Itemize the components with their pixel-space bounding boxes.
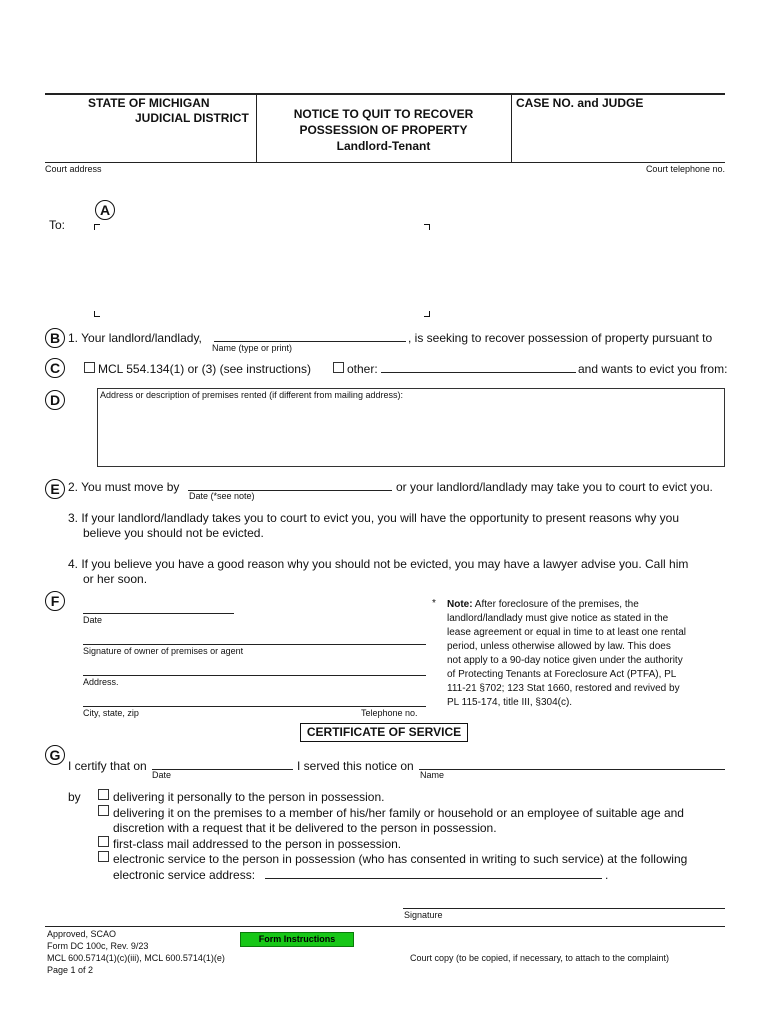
note-line: lease agreement or equal in time to at least one rental bbox=[447, 627, 687, 638]
recipient-corner-bl bbox=[94, 311, 100, 317]
item2-suffix: or your landlord/landlady may take you to court to evict you. bbox=[396, 480, 713, 494]
header-bottom-rule bbox=[45, 162, 725, 163]
form-title-line2: POSSESSION OF PROPERTY bbox=[299, 123, 468, 137]
premises-delivery-label-line1: delivering it on the premises to a member of his/her family or household or an employee of suitable age and bbox=[113, 806, 684, 820]
marker-c: C bbox=[45, 358, 65, 378]
marker-b: B bbox=[45, 328, 65, 348]
item1-suffix: , is seeking to recover possession of property pursuant to bbox=[408, 331, 713, 345]
first-class-mail-checkbox[interactable] bbox=[98, 836, 109, 847]
premises-address-label: Address or description of premises rented (if different from mailing address): bbox=[100, 390, 403, 400]
first-class-mail-label: first-class mail addressed to the person in possession. bbox=[113, 837, 402, 851]
mcl-554-label: MCL 554.134(1) or (3) (see instructions) bbox=[98, 362, 311, 376]
item3-line1: 3. If your landlord/landlady takes you to court to evict you, you will have the opportunity to present reasons why you bbox=[68, 511, 680, 525]
recipient-corner-tr bbox=[424, 224, 430, 230]
note-line: PL 115-174, title III, §304(c). bbox=[447, 697, 573, 708]
move-by-date-hint: Date (*see note) bbox=[189, 491, 255, 501]
marker-d: D bbox=[45, 390, 65, 410]
owner-city-label: City, state, zip bbox=[83, 708, 139, 718]
item2-prefix: 2. You must move by bbox=[68, 480, 180, 494]
certificate-title: CERTIFICATE OF SERVICE bbox=[300, 723, 468, 742]
item3-line2: believe you should not be evicted. bbox=[83, 526, 264, 540]
notice-date-field[interactable] bbox=[83, 613, 234, 614]
electronic-service-checkbox[interactable] bbox=[98, 851, 109, 862]
service-date-hint: Date bbox=[152, 770, 172, 780]
other-label: other: bbox=[347, 362, 378, 376]
other-checkbox[interactable] bbox=[333, 362, 344, 373]
header-divider-right bbox=[511, 94, 512, 163]
note-line: of Protecting Tenants at Foreclosure Act (PTFA), PL bbox=[447, 669, 677, 680]
marker-a: A bbox=[95, 200, 115, 220]
note-asterisk: * bbox=[432, 598, 436, 609]
court-phone-label: Court telephone no. bbox=[645, 164, 725, 174]
marker-e: E bbox=[45, 479, 65, 499]
note-line: landlord/landlady must give notice as stated in the bbox=[447, 613, 669, 624]
note-line: period, unless otherwise allowed by law. This does bbox=[447, 641, 671, 652]
server-signature-label: Signature bbox=[404, 910, 443, 920]
server-signature-field[interactable] bbox=[403, 908, 725, 909]
page-number-label: Page 1 of 2 bbox=[47, 965, 94, 975]
form-instructions-button[interactable]: Form Instructions bbox=[240, 932, 354, 947]
item4-line2: or her soon. bbox=[83, 572, 148, 586]
court-address-label: Court address bbox=[45, 164, 102, 174]
mcl-citation-label: MCL 600.5714(1)(c)(iii), MCL 600.5714(1)(e) bbox=[47, 953, 225, 963]
footer-rule bbox=[45, 926, 725, 927]
marker-f: F bbox=[45, 591, 65, 611]
case-number-label: CASE NO. and JUDGE bbox=[516, 96, 644, 110]
item1-prefix: 1. Your landlord/landlady, bbox=[68, 331, 202, 345]
owner-address-label: Address. bbox=[83, 677, 119, 687]
note-line: not apply to a 90-day notice given under the authority bbox=[447, 655, 683, 666]
district-label: JUDICIAL DISTRICT bbox=[135, 111, 249, 125]
evict-from-label: and wants to evict you from: bbox=[578, 362, 728, 376]
served-name-hint: Name bbox=[420, 770, 445, 780]
note-line: After foreclosure of the premises, the bbox=[474, 599, 639, 610]
owner-signature-label: Signature of owner of premises or agent bbox=[83, 646, 244, 656]
recipient-corner-br bbox=[424, 311, 430, 317]
service-date-field[interactable] bbox=[152, 769, 293, 770]
note-line: 111-21 §702; 123 Stat 1660, restored and revived by bbox=[447, 683, 680, 694]
approved-label: Approved, SCAO bbox=[47, 929, 117, 939]
form-title-line3: Landlord-Tenant bbox=[336, 139, 431, 153]
notice-date-label: Date bbox=[83, 615, 103, 625]
premises-delivery-label-line2: discretion with a request that it be delivered to the person in possession. bbox=[113, 821, 497, 835]
form-title-line1: NOTICE TO QUIT TO RECOVER bbox=[293, 107, 474, 121]
other-basis-field[interactable] bbox=[381, 372, 576, 373]
personal-delivery-label: delivering it personally to the person in possession. bbox=[113, 790, 385, 804]
owner-phone-label: Telephone no. bbox=[361, 708, 418, 718]
landlord-name-field[interactable] bbox=[214, 341, 406, 342]
note-label: Note: bbox=[447, 599, 473, 610]
header-top-rule bbox=[45, 93, 725, 95]
premises-delivery-checkbox[interactable] bbox=[98, 805, 109, 816]
owner-signature-field[interactable] bbox=[83, 644, 426, 645]
marker-g: G bbox=[45, 745, 65, 765]
certify-label: I certify that on bbox=[68, 759, 147, 773]
served-label: I served this notice on bbox=[297, 759, 414, 773]
electronic-service-label-line1: electronic service to the person in possession (who has consented in writing to such service) at the following bbox=[113, 852, 688, 866]
recipient-address-field[interactable] bbox=[100, 230, 420, 310]
personal-delivery-checkbox[interactable] bbox=[98, 789, 109, 800]
note-text bbox=[447, 598, 727, 710]
to-label: To: bbox=[49, 218, 66, 232]
form-number-label: Form DC 100c, Rev. 9/23 bbox=[47, 941, 149, 951]
mcl-554-checkbox[interactable] bbox=[84, 362, 95, 373]
landlord-name-hint: Name (type or print) bbox=[212, 343, 293, 353]
electronic-address-field[interactable] bbox=[265, 878, 602, 879]
owner-address-field[interactable] bbox=[83, 675, 426, 676]
state-label: STATE OF MICHIGAN bbox=[88, 96, 210, 110]
item4-line1: 4. If you believe you have a good reason why you should not be evicted, you may have a lawyer advise you. Call him bbox=[68, 557, 689, 571]
owner-city-field[interactable] bbox=[83, 706, 426, 707]
electronic-address-period: . bbox=[605, 868, 609, 882]
by-label: by bbox=[68, 790, 81, 804]
served-name-field[interactable] bbox=[419, 769, 725, 770]
court-copy-label: Court copy (to be copied, if necessary, to attach to the complaint) bbox=[410, 953, 669, 963]
electronic-service-label-line2: electronic service address: bbox=[113, 868, 256, 882]
